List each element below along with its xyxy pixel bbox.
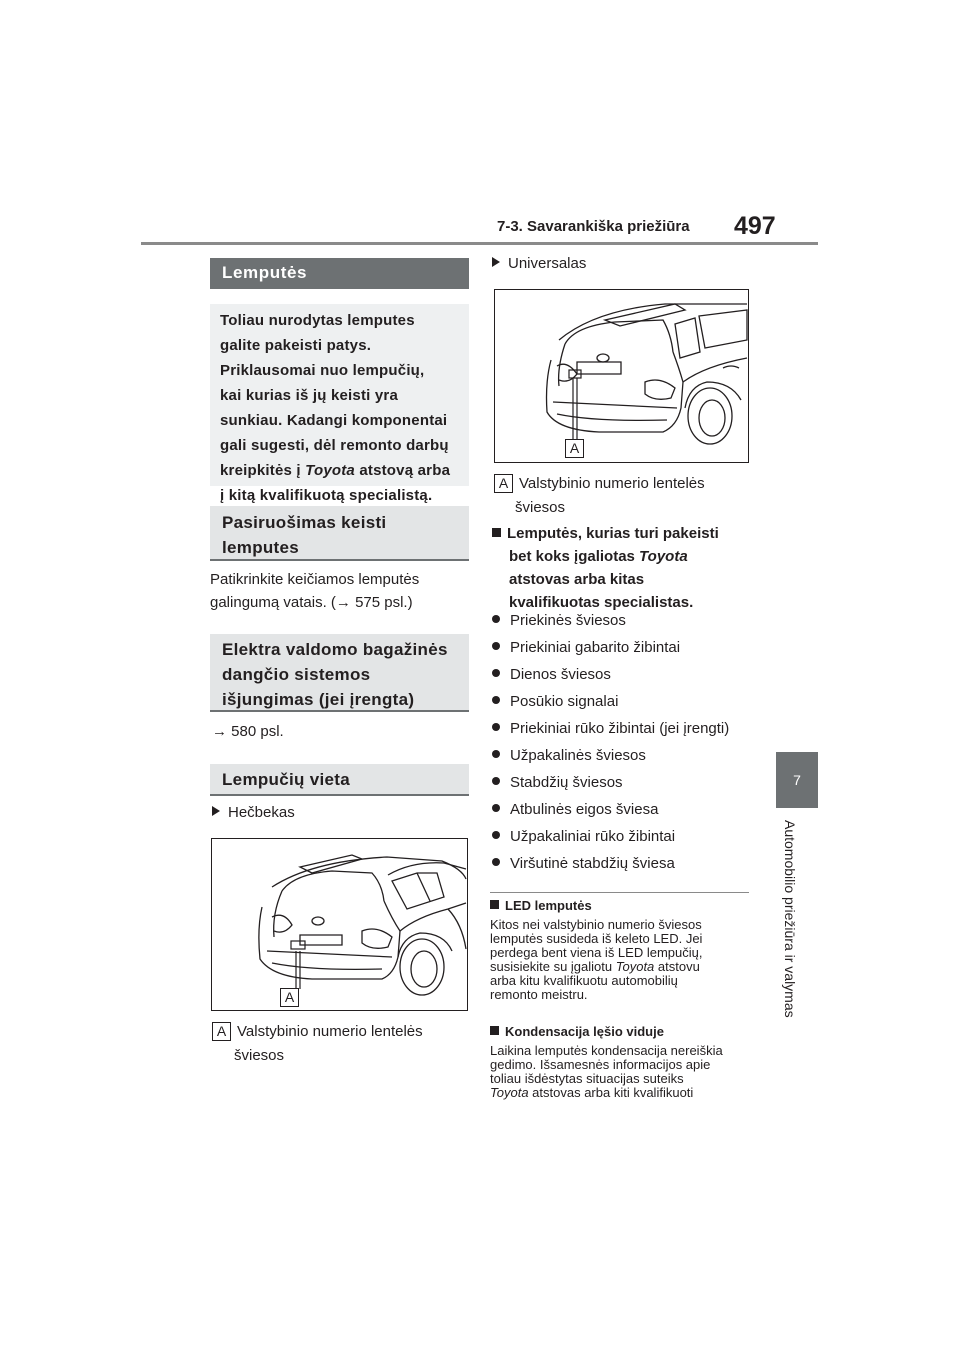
hatchback-illustration bbox=[211, 838, 468, 1011]
bulb-list bbox=[492, 612, 752, 882]
arrow-bullet-icon bbox=[492, 257, 500, 267]
list-item: Priekiniai rūko žibintai (jei įrengti) bbox=[492, 720, 729, 737]
bullet-dot-icon bbox=[492, 669, 500, 677]
heading-lemputes: Lemputės bbox=[210, 258, 469, 289]
check-wattage-text: Patikrinkite keičiamos lemputės galingumą vatais. (→ 575 psl.) bbox=[210, 571, 420, 611]
dealer-bulbs-heading: Lemputės, kurias turi pakeisti bet koks įgaliotas Toyota atstovas arba kitas kvalifikuotas specialistas. bbox=[492, 522, 719, 614]
arrow-bullet-icon bbox=[212, 806, 220, 816]
page-number: 497 bbox=[734, 212, 776, 240]
list-item: Viršutinė stabdžių šviesa bbox=[492, 855, 675, 872]
wagon-car-icon bbox=[495, 290, 748, 462]
list-item: Stabdžių šviesos bbox=[492, 774, 623, 791]
bullet-dot-icon bbox=[492, 831, 500, 839]
led-text: Kitos nei valstybinio numerio šviesos lemputės susideda iš keleto LED. Jei perdega bent viena iš LED lempučių, susisiekite su įgaliotu Toyota atstovu arba kitu kvalifikuotu automobilių remonto meistru. bbox=[490, 917, 703, 1002]
square-bullet-icon bbox=[492, 528, 501, 537]
list-item: Priekiniai gabarito žibintai bbox=[492, 639, 680, 656]
bullet-dot-icon bbox=[492, 777, 500, 785]
chapter-title: Automobilio priežiūra ir valymas bbox=[782, 820, 798, 1018]
list-item: Posūkio signalai bbox=[492, 693, 618, 710]
header-rule bbox=[141, 242, 818, 245]
wagon-label: Universalas bbox=[492, 255, 586, 272]
condensation-heading: Kondensacija lęšio viduje bbox=[490, 1024, 664, 1039]
square-bullet-icon bbox=[490, 1026, 499, 1035]
section-divider bbox=[490, 892, 749, 893]
bullet-dot-icon bbox=[492, 615, 500, 623]
bullet-dot-icon bbox=[492, 750, 500, 758]
hatchback-label: Hečbekas bbox=[212, 804, 295, 821]
list-item: Dienos šviesos bbox=[492, 666, 611, 683]
page-reference-link[interactable]: → 580 psl. bbox=[212, 723, 284, 740]
heading-elektra: Elektra valdomo bagažinės dangčio sistemos išjungimas (jei įrengta) bbox=[210, 634, 469, 712]
legend-callout-a: A bbox=[494, 474, 513, 493]
wagon-legend: A Valstybinio numerio lentelės šviesos bbox=[494, 472, 705, 519]
section-title: 7-3. Savarankiška priežiūra bbox=[497, 218, 690, 235]
list-item: Priekinės šviesos bbox=[492, 612, 626, 629]
bullet-dot-icon bbox=[492, 804, 500, 812]
square-bullet-icon bbox=[490, 900, 499, 909]
heading-vieta: Lempučių vieta bbox=[210, 764, 469, 796]
heading-pasiruosimas: Pasiruošimas keisti lemputes bbox=[210, 506, 469, 561]
chapter-number: 7 bbox=[793, 772, 801, 788]
bullet-dot-icon bbox=[492, 642, 500, 650]
legend-callout-a: A bbox=[212, 1022, 231, 1041]
list-item: Užpakalinės šviesos bbox=[492, 747, 646, 764]
note-box: Toliau nurodytas lemputes galite pakeisti patys. Priklausomai nuo lempučių, kai kurias iš jų keisti yra sunkiau. Kadangi komponentai gali sugesti, dėl remonto darbų kreipkitės į Toyota atstovą arba į kitą kvalifikuotą specialistą. bbox=[210, 304, 469, 486]
condensation-text: Laikina lemputės kondensacija nereiškia gedimo. Išsamesnės informacijos apie toliau išdėstytas situacijas suteiks Toyota atstovas arba kiti kvalifikuoti bbox=[490, 1043, 723, 1100]
hatchback-car-icon bbox=[212, 839, 467, 1010]
list-item: Užpakaliniai rūko žibintai bbox=[492, 828, 675, 845]
bullet-dot-icon bbox=[492, 696, 500, 704]
bullet-dot-icon bbox=[492, 858, 500, 866]
callout-a-hatchback: A bbox=[280, 988, 299, 1007]
led-heading: LED lemputės bbox=[490, 898, 592, 913]
callout-a-wagon: A bbox=[565, 439, 584, 458]
hatchback-legend: A Valstybinio numerio lentelės šviesos bbox=[212, 1020, 423, 1067]
wagon-illustration bbox=[494, 289, 749, 463]
list-item: Atbulinės eigos šviesa bbox=[492, 801, 658, 818]
chapter-tab bbox=[776, 752, 818, 808]
bullet-dot-icon bbox=[492, 723, 500, 731]
